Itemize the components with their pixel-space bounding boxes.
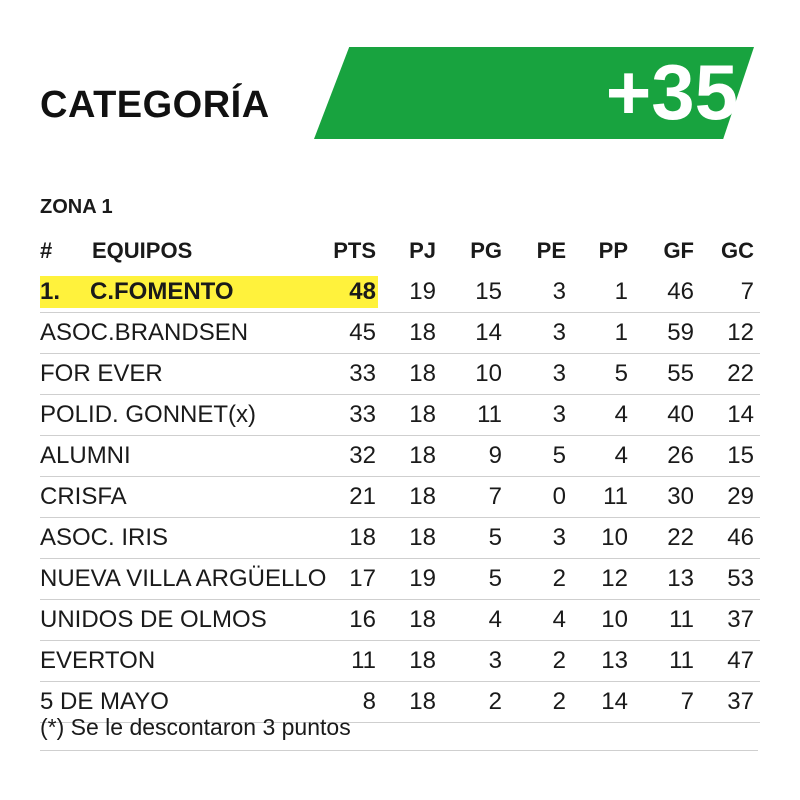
cell-pp: 1 (614, 319, 628, 346)
cell-gf: 22 (667, 524, 694, 551)
cell-pp: 4 (614, 442, 628, 469)
table-body (40, 313, 760, 723)
cell-team: ASOC.BRANDSEN (40, 319, 249, 346)
cell-team: EVERTON (40, 647, 156, 674)
cell-pts: 45 (349, 319, 376, 346)
cell-pe: 2 (552, 688, 566, 715)
cell-gf: 7 (680, 688, 694, 715)
category-badge: +35 (605, 48, 738, 136)
cell-gc: 46 (727, 524, 754, 551)
cell-gc: 29 (727, 483, 754, 510)
cell-gf: 26 (667, 442, 694, 469)
cell-pe: 3 (552, 524, 566, 551)
col-team: EQUIPOS (92, 238, 193, 263)
cell-gf: 11 (669, 606, 694, 633)
cell-pg: 4 (488, 606, 502, 633)
cell-gc: 47 (727, 647, 754, 674)
col-rank: # (40, 238, 53, 263)
cell-gc: 15 (727, 442, 754, 469)
cell-pj: 18 (409, 647, 436, 674)
cell-gc: 22 (727, 360, 754, 387)
col-pts: PTS (333, 238, 376, 263)
cell-team: ASOC. IRIS (40, 524, 169, 551)
col-pp: PP (598, 238, 628, 263)
cell-pg: 9 (488, 442, 502, 469)
cell-gf: 59 (667, 319, 694, 346)
table-row (40, 395, 760, 436)
cell-pp: 10 (601, 524, 628, 551)
cell-pp: 14 (601, 688, 628, 715)
standings-table (40, 232, 760, 723)
cell-team: POLID. GONNET(x) (40, 401, 257, 428)
zone-label: ZONA 1 (40, 196, 113, 218)
cell-gc: 37 (727, 606, 754, 633)
table-row (40, 477, 760, 518)
cell-pp: 10 (601, 606, 628, 633)
cell-pj: 18 (409, 688, 436, 715)
table-row (40, 559, 760, 600)
cell-pg: 7 (488, 483, 502, 510)
leader-pp: 1 (614, 278, 628, 305)
cell-team: UNIDOS DE OLMOS (40, 606, 267, 633)
leader-rank: 1. (40, 278, 61, 305)
cell-gf: 30 (667, 483, 694, 510)
cell-team: ALUMNI (40, 442, 131, 469)
cell-pg: 5 (488, 565, 502, 592)
cell-gc: 14 (727, 401, 754, 428)
footnote: (*) Se le descontaron 3 puntos (40, 714, 351, 740)
col-pg: PG (470, 238, 502, 263)
cell-pe: 3 (552, 360, 566, 387)
cell-pp: 4 (614, 401, 628, 428)
leader-pe: 3 (552, 278, 566, 305)
cell-pe: 3 (552, 401, 566, 428)
cell-pj: 18 (409, 524, 436, 551)
cell-pj: 19 (409, 565, 436, 592)
cell-gf: 40 (667, 401, 694, 428)
cell-pe: 4 (552, 606, 566, 633)
table-header (40, 232, 760, 272)
table-row (40, 436, 760, 477)
leader-pj: 19 (409, 278, 436, 305)
table-row (40, 313, 760, 354)
cell-pts: 32 (349, 442, 376, 469)
footer-divider (40, 750, 758, 751)
col-gc: GC (721, 238, 754, 263)
cell-pp: 13 (601, 647, 628, 674)
col-gf: GF (663, 238, 694, 263)
leader-pts: 48 (349, 278, 376, 305)
cell-pts: 11 (351, 647, 376, 674)
cell-gc: 12 (727, 319, 754, 346)
cell-pts: 8 (362, 688, 376, 715)
cell-pts: 16 (349, 606, 376, 633)
cell-pj: 18 (409, 606, 436, 633)
page-title: CATEGORÍA (40, 84, 270, 126)
cell-gc: 53 (727, 565, 754, 592)
table-row (40, 518, 760, 559)
cell-gf: 55 (667, 360, 694, 387)
table-row (40, 641, 760, 682)
cell-pg: 5 (488, 524, 502, 551)
cell-pp: 5 (614, 360, 628, 387)
cell-pe: 2 (552, 647, 566, 674)
cell-team: FOR EVER (40, 360, 163, 387)
cell-team: NUEVA VILLA ARGÜELLO (40, 565, 327, 592)
cell-pj: 18 (409, 319, 436, 346)
cell-pts: 33 (349, 401, 376, 428)
cell-pp: 11 (603, 483, 628, 510)
cell-pts: 33 (349, 360, 376, 387)
cell-pts: 21 (349, 483, 376, 510)
cell-gf: 13 (667, 565, 694, 592)
cell-team: 5 DE MAYO (40, 688, 169, 715)
cell-pts: 18 (349, 524, 376, 551)
cell-pg: 11 (477, 401, 502, 428)
col-pe: PE (536, 238, 566, 263)
cell-pj: 18 (409, 401, 436, 428)
leader-gf: 46 (667, 278, 694, 305)
cell-pe: 0 (552, 483, 566, 510)
cell-pg: 10 (475, 360, 502, 387)
cell-pg: 3 (488, 647, 502, 674)
leader-team: C.FOMENTO (90, 278, 234, 305)
cell-gf: 11 (669, 647, 694, 674)
cell-pj: 18 (409, 360, 436, 387)
leader-pg: 15 (475, 278, 502, 305)
cell-pj: 18 (409, 442, 436, 469)
cell-pe: 2 (552, 565, 566, 592)
table-row (40, 354, 760, 395)
leader-gc: 7 (740, 278, 754, 305)
cell-pg: 2 (488, 688, 502, 715)
cell-pts: 17 (349, 565, 376, 592)
table-row (40, 600, 760, 641)
cell-team: CRISFA (40, 483, 127, 510)
table-row-leader (40, 272, 760, 313)
cell-pj: 18 (409, 483, 436, 510)
cell-pp: 12 (601, 565, 628, 592)
cell-gc: 37 (727, 688, 754, 715)
cell-pg: 14 (475, 319, 502, 346)
col-pj: PJ (409, 238, 436, 263)
cell-pe: 3 (552, 319, 566, 346)
cell-pe: 5 (552, 442, 566, 469)
